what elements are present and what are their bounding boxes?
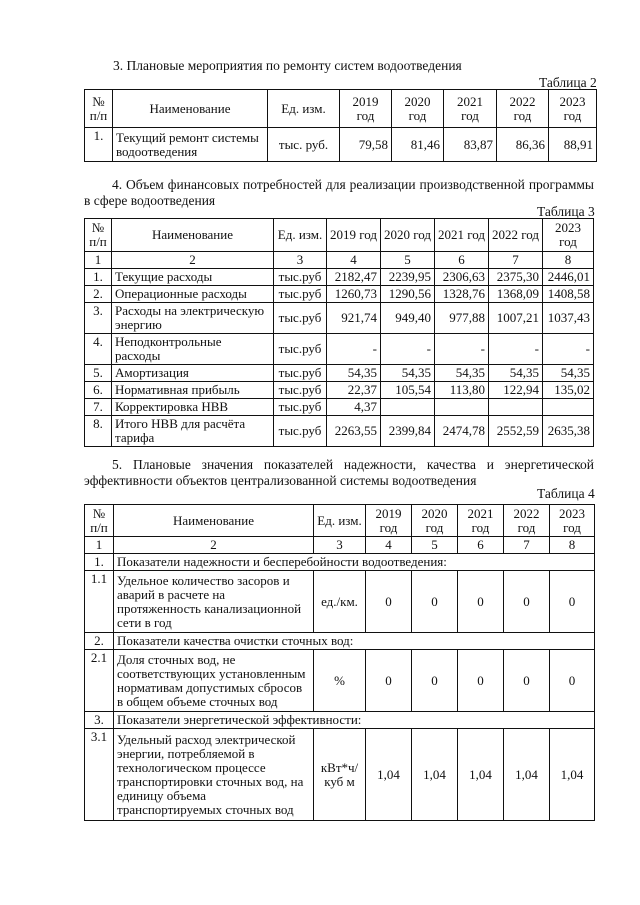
- table-row: [85, 128, 597, 162]
- header-cell: 2020 год: [392, 90, 444, 128]
- cell: ед./км.: [314, 571, 366, 633]
- cell: 83,87: [444, 128, 497, 162]
- cell: -: [435, 334, 489, 365]
- cell: Текущие расходы: [112, 269, 274, 286]
- cell: 3.: [85, 712, 114, 729]
- cell: 54,35: [327, 365, 381, 382]
- cell: 0: [504, 571, 550, 633]
- cell: Нормативная прибыль: [112, 382, 274, 399]
- cell: Операционные расходы: [112, 286, 274, 303]
- table4-caption: Таблица 4: [537, 486, 595, 501]
- table-row: [85, 334, 594, 365]
- cell: 8: [550, 537, 595, 554]
- cell: Неподконтрольные расходы: [112, 334, 274, 365]
- cell: 1.: [85, 554, 114, 571]
- cell: 3.: [85, 303, 112, 334]
- header-cell: 2023 год: [549, 90, 597, 128]
- cell: 1007,21: [489, 303, 543, 334]
- cell: тыс. руб.: [268, 128, 340, 162]
- cell: -: [489, 334, 543, 365]
- cell: 977,88: [435, 303, 489, 334]
- header-cell: 2022 год: [489, 219, 543, 252]
- section3-heading: 3. Плановые мероприятия по ремонту систем водоотведения: [113, 58, 462, 73]
- cell: 1408,58: [543, 286, 594, 303]
- cell: -: [381, 334, 435, 365]
- cell: 2239,95: [381, 269, 435, 286]
- cell: 2.1: [85, 650, 114, 712]
- table3-caption: Таблица 3: [537, 204, 595, 219]
- header-cell: 2019 год: [366, 505, 412, 537]
- header-cell: 2023 год: [550, 505, 595, 537]
- cell: 1,04: [458, 729, 504, 821]
- table3: [84, 218, 594, 447]
- cell: 4.: [85, 334, 112, 365]
- cell: 5: [412, 537, 458, 554]
- cell: тыс.руб: [274, 416, 327, 447]
- cell: 79,58: [340, 128, 392, 162]
- header-cell: 2021 год: [458, 505, 504, 537]
- cell: 3: [274, 252, 327, 269]
- header-cell: Наименование: [113, 90, 268, 128]
- cell: 6: [458, 537, 504, 554]
- cell: 1,04: [504, 729, 550, 821]
- cell: 54,35: [543, 365, 594, 382]
- table-row: [85, 303, 594, 334]
- cell: 4: [327, 252, 381, 269]
- cell: 8: [543, 252, 594, 269]
- cell: тыс.руб: [274, 365, 327, 382]
- table-row: [85, 399, 594, 416]
- cell: Доля сточных вод, не соответствующих установленным нормативам допустимых сбросов в общем объеме сточных вод: [114, 650, 314, 712]
- cell: 7.: [85, 399, 112, 416]
- table-row: [85, 571, 595, 633]
- cell: 949,40: [381, 303, 435, 334]
- cell: 105,54: [381, 382, 435, 399]
- header-cell: 2022 год: [497, 90, 549, 128]
- cell: 2: [114, 537, 314, 554]
- cell: 5.: [85, 365, 112, 382]
- header-cell: 2019 год: [340, 90, 392, 128]
- table-row: [85, 416, 594, 447]
- cell: тыс.руб: [274, 303, 327, 334]
- cell: кВт*ч/ куб м: [314, 729, 366, 821]
- group-title: Показатели качества очистки сточных вод:: [114, 633, 595, 650]
- cell: тыс.руб: [274, 286, 327, 303]
- header-cell: Ед. изм.: [268, 90, 340, 128]
- cell: 2306,63: [435, 269, 489, 286]
- cell: 1328,76: [435, 286, 489, 303]
- cell: 86,36: [497, 128, 549, 162]
- cell: 4: [366, 537, 412, 554]
- table3-header-row: [85, 219, 594, 252]
- cell: -: [327, 334, 381, 365]
- cell: 2399,84: [381, 416, 435, 447]
- cell: 22,37: [327, 382, 381, 399]
- cell: 1037,43: [543, 303, 594, 334]
- index-row: [85, 252, 594, 269]
- cell: 2635,38: [543, 416, 594, 447]
- cell: 1368,09: [489, 286, 543, 303]
- cell: 122,94: [489, 382, 543, 399]
- group-row: [85, 633, 595, 650]
- cell: 2: [112, 252, 274, 269]
- table-row: [85, 650, 595, 712]
- table4: [84, 504, 595, 821]
- cell: 2375,30: [489, 269, 543, 286]
- cell: 7: [504, 537, 550, 554]
- cell: 54,35: [381, 365, 435, 382]
- table-row: [85, 365, 594, 382]
- header-cell: Ед. изм.: [314, 505, 366, 537]
- table2-header-row: [85, 90, 597, 128]
- cell: 1.1: [85, 571, 114, 633]
- cell: 0: [366, 650, 412, 712]
- header-cell: 2022 год: [504, 505, 550, 537]
- cell: 0: [550, 650, 595, 712]
- cell: 113,80: [435, 382, 489, 399]
- cell: 135,02: [543, 382, 594, 399]
- table-row: [85, 286, 594, 303]
- index-row: [85, 537, 595, 554]
- header-cell: 2021 год: [435, 219, 489, 252]
- cell: -: [543, 334, 594, 365]
- header-cell: 2020 год: [412, 505, 458, 537]
- cell: 6: [435, 252, 489, 269]
- cell: 1,04: [550, 729, 595, 821]
- cell: 1: [85, 537, 114, 554]
- cell: 0: [412, 571, 458, 633]
- header-cell: 2023 год: [543, 219, 594, 252]
- cell: 81,46: [392, 128, 444, 162]
- table2-caption: Таблица 2: [539, 75, 597, 90]
- cell: 54,35: [435, 365, 489, 382]
- group-row: [85, 712, 595, 729]
- cell: 3.1: [85, 729, 114, 821]
- cell: тыс.руб: [274, 399, 327, 416]
- cell: Корректировка НВВ: [112, 399, 274, 416]
- cell: 7: [489, 252, 543, 269]
- header-cell: Наименование: [114, 505, 314, 537]
- table-row: [85, 382, 594, 399]
- table2: [84, 89, 597, 162]
- cell: 1.: [85, 269, 112, 286]
- group-title: Показатели надежности и бесперебойности водоотведения:: [114, 554, 595, 571]
- cell: 88,91: [549, 128, 597, 162]
- cell: %: [314, 650, 366, 712]
- cell: 2552,59: [489, 416, 543, 447]
- header-cell: 2020 год: [381, 219, 435, 252]
- cell: 8.: [85, 416, 112, 447]
- cell: 1.: [85, 128, 113, 162]
- cell: тыс.руб: [274, 269, 327, 286]
- header-cell: Наименование: [112, 219, 274, 252]
- cell: 54,35: [489, 365, 543, 382]
- header-cell: № п/п: [85, 219, 112, 252]
- cell: Текущий ремонт системы водоотведения: [113, 128, 268, 162]
- cell: [435, 399, 489, 416]
- cell: Итого НВВ для расчёта тарифа: [112, 416, 274, 447]
- section5-heading: 5. Плановые значения показателей надежности, качества и энергетической эффективности объектов централизованной системы водоотведения: [84, 457, 594, 488]
- cell: 1,04: [412, 729, 458, 821]
- cell: 0: [458, 571, 504, 633]
- header-cell: 2019 год: [327, 219, 381, 252]
- cell: [381, 399, 435, 416]
- cell: 0: [412, 650, 458, 712]
- cell: 1260,73: [327, 286, 381, 303]
- table-row: [85, 269, 594, 286]
- cell: 0: [550, 571, 595, 633]
- cell: 2.: [85, 633, 114, 650]
- cell: 0: [366, 571, 412, 633]
- cell: тыс.руб: [274, 334, 327, 365]
- cell: 3: [314, 537, 366, 554]
- cell: 2446,01: [543, 269, 594, 286]
- group-title: Показатели энергетической эффективности:: [114, 712, 595, 729]
- group-row: [85, 554, 595, 571]
- cell: 0: [504, 650, 550, 712]
- cell: 2.: [85, 286, 112, 303]
- header-cell: 2021 год: [444, 90, 497, 128]
- header-cell: № п/п: [85, 90, 113, 128]
- cell: [543, 399, 594, 416]
- cell: тыс.руб: [274, 382, 327, 399]
- cell: 2182,47: [327, 269, 381, 286]
- cell: 4,37: [327, 399, 381, 416]
- header-cell: № п/п: [85, 505, 114, 537]
- cell: 1,04: [366, 729, 412, 821]
- header-cell: Ед. изм.: [274, 219, 327, 252]
- cell: 2474,78: [435, 416, 489, 447]
- cell: 1: [85, 252, 112, 269]
- section4-heading: 4. Объем финансовых потребностей для реализации производственной программы в сфере водоотведения: [84, 177, 594, 208]
- cell: 1290,56: [381, 286, 435, 303]
- cell: [489, 399, 543, 416]
- cell: Удельное количество засоров и аварий в расчете на протяженность канализационной сети в год: [114, 571, 314, 633]
- cell: Удельный расход электрической энергии, потребляемой в технологическом процессе транспортировки сточных вод, на единицу объема транспортируемых сточных вод: [114, 729, 314, 821]
- table4-header-row: [85, 505, 595, 537]
- cell: 5: [381, 252, 435, 269]
- table-row: [85, 729, 595, 821]
- cell: Амортизация: [112, 365, 274, 382]
- cell: 2263,55: [327, 416, 381, 447]
- cell: 6.: [85, 382, 112, 399]
- cell: Расходы на электрическую энергию: [112, 303, 274, 334]
- cell: 0: [458, 650, 504, 712]
- cell: 921,74: [327, 303, 381, 334]
